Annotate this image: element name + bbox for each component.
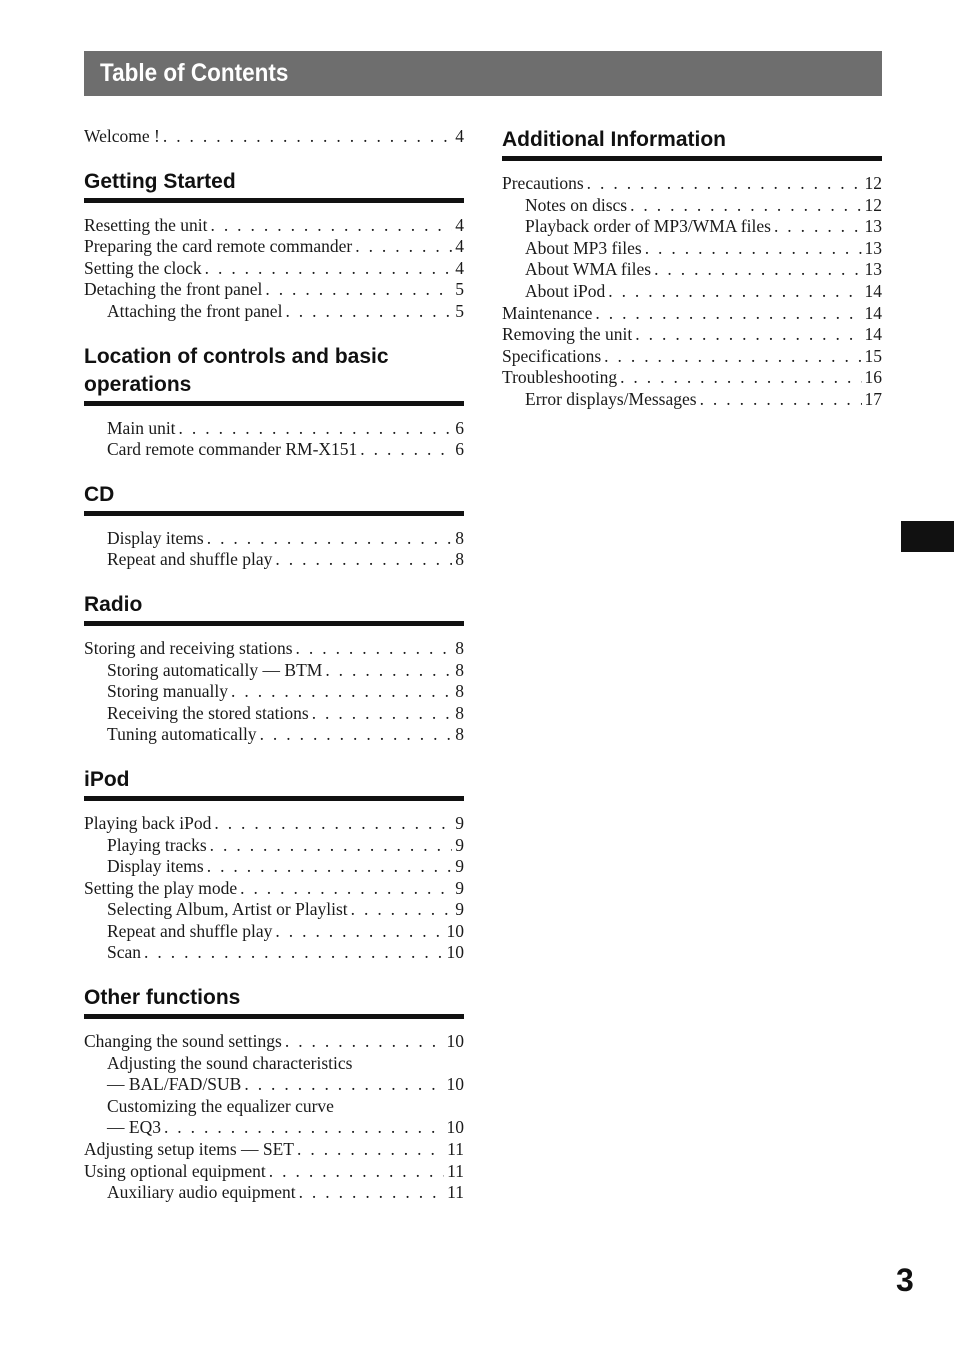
toc-entry-list: [84, 813, 464, 964]
toc-entry-page: 11: [447, 1139, 464, 1160]
toc-section: [502, 126, 882, 411]
toc-entry[interactable]: [502, 173, 882, 195]
dot-leader: [774, 216, 862, 238]
toc-entry[interactable]: [84, 1161, 464, 1183]
toc-entry-page: 13: [864, 259, 882, 280]
toc-entry-title: Adjusting setup items — SET: [84, 1139, 294, 1160]
toc-entry-page: 10: [446, 1117, 464, 1138]
dot-leader: [210, 215, 452, 237]
dot-leader: [244, 1074, 443, 1096]
toc-section: [84, 591, 464, 746]
page-number: 3: [896, 1262, 914, 1298]
toc-entry-title: Tuning automatically: [107, 724, 257, 745]
dot-leader: [630, 195, 861, 217]
dot-leader: [275, 549, 452, 571]
section-heading: Location of controls and basic operations: [84, 343, 464, 406]
toc-entry-title: Storing automatically — BTM: [107, 659, 323, 680]
toc-entry-title: Precautions: [502, 173, 584, 193]
toc-entry[interactable]: [84, 921, 464, 943]
dot-leader: [260, 724, 453, 746]
toc-entry[interactable]: [502, 216, 882, 238]
toc-entry-title: Main unit: [107, 417, 176, 438]
toc-entry[interactable]: [84, 215, 464, 237]
dot-leader: [269, 1161, 444, 1183]
toc-entry[interactable]: [84, 1139, 464, 1161]
toc-entry-title: — BAL/FAD/SUB: [107, 1074, 242, 1095]
dot-leader: [265, 279, 452, 301]
dot-leader: [210, 835, 453, 857]
toc-entry-page: 10: [446, 1074, 464, 1095]
toc-entry-page: 8: [455, 637, 464, 658]
toc-entry-title: Removing the unit: [502, 324, 633, 345]
dot-leader: [654, 259, 861, 281]
toc-entry-title: Receiving the stored stations: [107, 702, 309, 723]
toc-entry[interactable]: [84, 279, 464, 301]
toc-entry-page: 13: [864, 237, 882, 258]
toc-entry-page: 9: [455, 812, 464, 833]
toc-entry[interactable]: [502, 324, 882, 346]
toc-entry-title: Playback order of MP3/WMA files: [525, 216, 771, 237]
toc-entry-title: Scan: [107, 942, 142, 963]
section-heading: CD: [84, 481, 464, 516]
dot-leader: [296, 638, 453, 660]
toc-entry-title: Setting the play mode: [84, 877, 238, 898]
toc-entry[interactable]: [502, 259, 882, 281]
toc-entry-page: 9: [455, 856, 464, 877]
toc-entry-list: [84, 126, 464, 148]
toc-entry-page: 4: [455, 214, 464, 235]
toc-entry-title: Using optional equipment: [84, 1160, 266, 1181]
toc-entry[interactable]: [502, 346, 882, 368]
dot-leader: [595, 303, 861, 325]
toc-entry-title: Notes on discs: [525, 194, 628, 215]
dot-leader: [163, 126, 452, 148]
toc-entry-title: Welcome !: [84, 126, 160, 146]
toc-section: [84, 984, 464, 1204]
toc-entry-title: Display items: [107, 527, 204, 548]
toc-entry-page: 16: [864, 367, 882, 388]
toc-entry-title: About WMA files: [525, 259, 652, 280]
toc-entry[interactable]: [84, 1031, 464, 1053]
toc-entry-page: 9: [455, 834, 464, 855]
toc-entry[interactable]: [502, 389, 882, 411]
toc-entry-page: 8: [455, 659, 464, 680]
toc-entry[interactable]: [84, 1096, 464, 1118]
toc-entry-page: 10: [446, 942, 464, 963]
toc-entry[interactable]: [84, 1117, 464, 1139]
dot-leader: [207, 528, 453, 550]
toc-entry-list: [84, 528, 464, 571]
toc-section: [84, 168, 464, 323]
toc-entry-list: [84, 638, 464, 746]
toc-entry[interactable]: [84, 1182, 464, 1204]
toc-entry-title: — EQ3: [107, 1117, 161, 1138]
toc-entry[interactable]: [84, 258, 464, 280]
toc-entry-title: Maintenance: [502, 302, 593, 323]
toc-entry-list: [84, 1031, 464, 1204]
dot-leader: [297, 1139, 444, 1161]
dot-leader: [351, 899, 453, 921]
toc-entry-list: [84, 215, 464, 323]
toc-entry-page: 6: [455, 439, 464, 460]
toc-entry[interactable]: [84, 703, 464, 725]
dot-leader: [275, 921, 443, 943]
toc-entry-page: 6: [455, 417, 464, 438]
toc-entry-title: Adjusting the sound characteristics: [107, 1052, 353, 1073]
toc-entry[interactable]: [84, 660, 464, 682]
toc-entry-title: Detaching the front panel: [84, 279, 263, 300]
dot-leader: [231, 681, 452, 703]
toc-entry-page: 11: [447, 1160, 464, 1181]
toc-entry[interactable]: [502, 281, 882, 303]
toc-entry[interactable]: [84, 439, 464, 461]
toc-entry-page: 11: [447, 1182, 464, 1203]
toc-entry-page: 14: [864, 302, 882, 323]
dot-leader: [620, 367, 861, 389]
toc-entry[interactable]: [84, 1074, 464, 1096]
toc-entry-title: Specifications: [502, 345, 602, 366]
dot-leader: [604, 346, 861, 368]
toc-entry-page: 12: [864, 173, 882, 193]
toc-entry-title: Display items: [107, 856, 204, 877]
toc-banner: [84, 51, 882, 96]
toc-entry[interactable]: [84, 549, 464, 571]
toc-entry[interactable]: [84, 681, 464, 703]
toc-entry[interactable]: [84, 236, 464, 258]
toc-entry-list: [502, 173, 882, 411]
toc-section: [84, 343, 464, 461]
toc-entry-page: 9: [455, 877, 464, 898]
dot-leader: [240, 878, 452, 900]
dot-leader: [164, 1117, 444, 1139]
toc-entry[interactable]: [84, 126, 464, 148]
toc-entry-page: 8: [455, 527, 464, 548]
toc-entry-title: Troubleshooting: [502, 367, 618, 388]
toc-entry-page: 14: [864, 280, 882, 301]
toc-entry-page: 12: [864, 194, 882, 215]
dot-leader: [645, 238, 862, 260]
dot-leader: [587, 173, 862, 195]
toc-entry[interactable]: [502, 195, 882, 217]
toc-entry-title: About iPod: [525, 280, 606, 301]
toc-entry[interactable]: [84, 856, 464, 878]
dot-leader: [635, 324, 861, 346]
dot-leader: [207, 856, 453, 878]
toc-entry-title: Card remote commander RM-X151: [107, 439, 358, 460]
toc-left-column: [84, 126, 464, 1204]
section-tab-marker: [901, 521, 954, 552]
toc-entry-title: Repeat and shuffle play: [107, 920, 273, 941]
toc-entry[interactable]: [84, 1053, 464, 1075]
dot-leader: [360, 439, 452, 461]
toc-entry-page: 4: [455, 236, 464, 257]
section-heading: Radio: [84, 591, 464, 626]
toc-entry[interactable]: [84, 813, 464, 835]
toc-entry[interactable]: [84, 638, 464, 660]
toc-entry-title: Playing tracks: [107, 834, 207, 855]
dot-leader: [214, 813, 452, 835]
dot-leader: [608, 281, 861, 303]
toc-entry-title: Setting the clock: [84, 257, 202, 278]
toc-entry-title: Storing manually: [107, 681, 229, 702]
toc-entry-title: Auxiliary audio equipment: [107, 1182, 296, 1203]
toc-entry-page: 8: [455, 702, 464, 723]
toc-entry[interactable]: [84, 878, 464, 900]
toc-entry-page: 8: [455, 724, 464, 745]
dot-leader: [312, 703, 453, 725]
toc-entry-page: 4: [455, 126, 464, 146]
toc-section: [84, 766, 464, 964]
toc-entry-page: 17: [864, 388, 882, 409]
toc-entry-page: 14: [864, 324, 882, 345]
toc-entry-page: 9: [455, 899, 464, 920]
section-heading: Getting Started: [84, 168, 464, 203]
toc-entry-page: 10: [446, 1031, 464, 1052]
dot-leader: [325, 660, 452, 682]
toc-entry-page: 5: [455, 300, 464, 321]
toc-entry[interactable]: [84, 835, 464, 857]
toc-entry[interactable]: [502, 303, 882, 325]
dot-leader: [285, 301, 452, 323]
toc-entry-page: 10: [446, 920, 464, 941]
toc-entry-title: Playing back iPod: [84, 812, 212, 833]
toc-entry-list: [84, 418, 464, 461]
dot-leader: [355, 236, 452, 258]
toc-entry-title: Changing the sound settings: [84, 1031, 282, 1052]
toc-entry-title: About MP3 files: [525, 237, 642, 258]
toc-entry-title: Resetting the unit: [84, 214, 208, 235]
toc-right-column: [502, 126, 882, 411]
toc-entry-page: 8: [455, 549, 464, 570]
dot-leader: [205, 258, 453, 280]
toc-entry[interactable]: [84, 942, 464, 964]
toc-entry-page: 5: [455, 279, 464, 300]
toc-entry-page: 13: [864, 216, 882, 237]
toc-section: [84, 126, 464, 148]
toc-entry-title: Error displays/Messages: [525, 388, 697, 409]
section-heading: Additional Information: [502, 126, 882, 161]
section-heading: iPod: [84, 766, 464, 801]
toc-entry[interactable]: [502, 367, 882, 389]
toc-entry[interactable]: [84, 899, 464, 921]
toc-entry[interactable]: [84, 724, 464, 746]
toc-entry-title: Customizing the equalizer curve: [107, 1095, 334, 1116]
dot-leader: [700, 389, 862, 411]
toc-entry-title: Preparing the card remote commander: [84, 236, 353, 257]
toc-entry[interactable]: [84, 418, 464, 440]
toc-entry[interactable]: [502, 238, 882, 260]
dot-leader: [179, 418, 453, 440]
dot-leader: [144, 942, 443, 964]
toc-entry-title: Attaching the front panel: [107, 300, 283, 321]
dot-leader: [299, 1182, 445, 1204]
toc-entry[interactable]: [84, 301, 464, 323]
toc-entry-title: Storing and receiving stations: [84, 637, 293, 658]
toc-entry[interactable]: [84, 528, 464, 550]
toc-entry-page: 8: [455, 681, 464, 702]
toc-entry-title: Selecting Album, Artist or Playlist: [107, 899, 348, 920]
dot-leader: [285, 1031, 444, 1053]
toc-entry-title: Repeat and shuffle play: [107, 549, 273, 570]
toc-section: [84, 481, 464, 571]
toc-entry-page: 4: [455, 257, 464, 278]
page-title: Table of Contents: [100, 59, 289, 87]
section-heading: Other functions: [84, 984, 464, 1019]
toc-entry-page: 15: [864, 345, 882, 366]
